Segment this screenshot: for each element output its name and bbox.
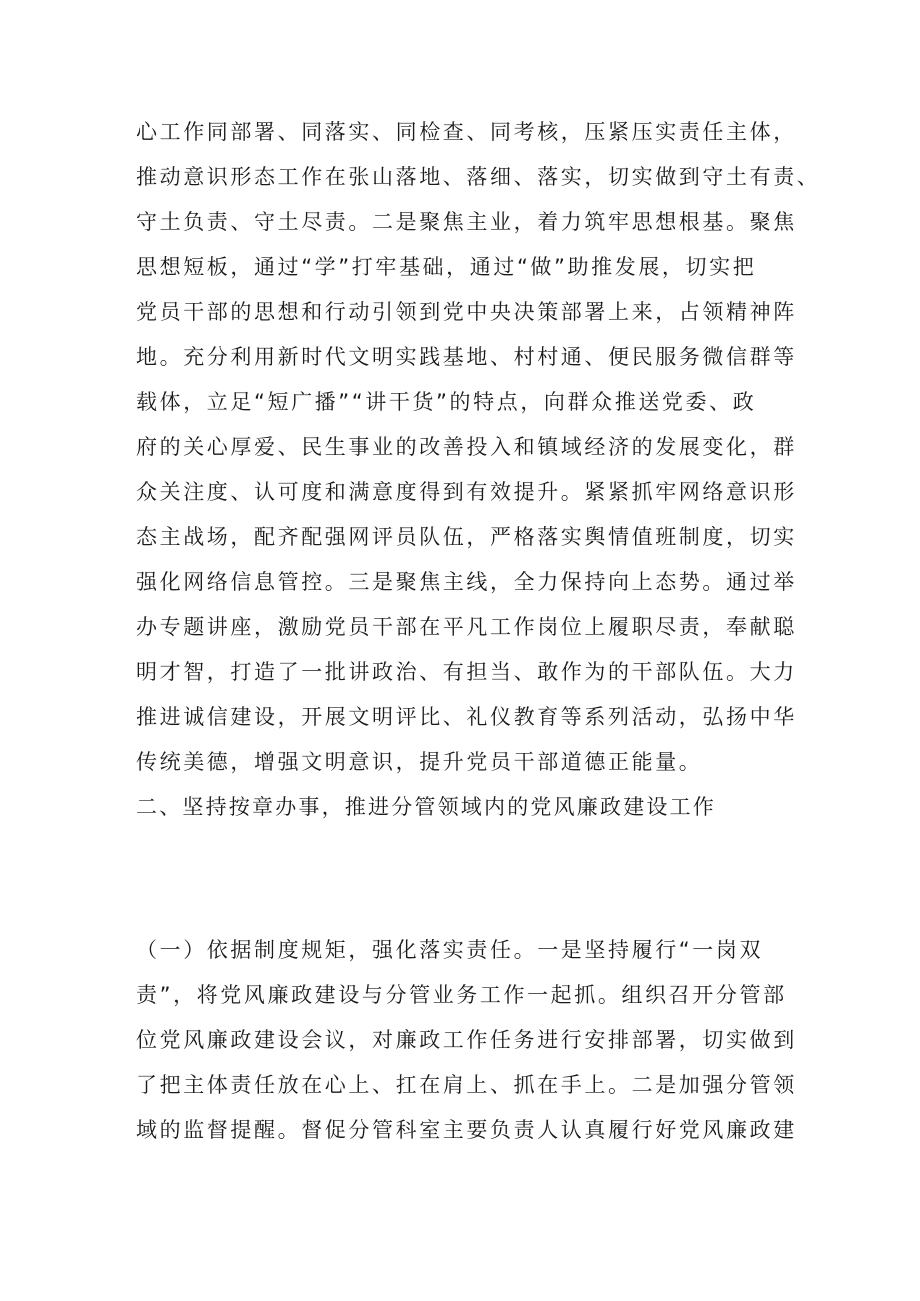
body-line-18: 位党风廉政建设会议，对廉政工作任务进行安排部署，切实做到 — [136, 1028, 797, 1052]
body-line-3: 守土负责、守土尽责。二是聚焦主业，着力筑牢思想根基。聚焦 — [136, 210, 797, 234]
body-line-11: 强化网络信息管控。三是聚焦主线，全力保持向上态势。通过举 — [136, 570, 797, 594]
body-line-9: 众关注度、认可度和满意度得到有效提升。紧紧抓牢网络意识形 — [136, 480, 797, 504]
body-line-7: 载体，立足“短广播”“讲干货”的特点，向群众推送党委、政 — [136, 390, 757, 414]
body-line-14: 推进诚信建设，开展文明评比、礼仪教育等系列活动，弘扬中华 — [136, 705, 797, 729]
body-line-2: 推动意识形态工作在张山落地、落细、落实，切实做到守土有责、 — [136, 165, 821, 189]
body-line-5: 党员干部的思想和行动引领到党中央决策部署上来，占领精神阵 — [136, 300, 797, 324]
body-line-19: 了把主体责任放在心上、扛在肩上、抓在手上。二是加强分管领 — [136, 1073, 797, 1097]
body-line-12: 办专题讲座，激励党员干部在平凡工作岗位上履职尽责，奉献聪 — [136, 615, 797, 639]
body-line-15: 传统美德，增强文明意识，提升党员干部道德正能量。 — [136, 750, 703, 774]
body-line-6: 地。充分利用新时代文明实践基地、村村通、便民服务微信群等 — [136, 345, 797, 369]
body-line-8: 府的关心厚爱、民生事业的改善投入和镇域经济的发展变化，群 — [136, 435, 797, 459]
body-line-1: 心工作同部署、同落实、同检查、同考核，压紧压实责任主体， — [136, 120, 797, 144]
body-line-10: 态主战场，配齐配强网评员队伍，严格落实舆情值班制度，切实 — [136, 525, 797, 549]
section-heading: 二、坚持按章办事，推进分管领域内的党风廉政建设工作 — [136, 795, 716, 819]
body-line-4: 思想短板，通过“学”打牢基础，通过“做”助推发展，切实把 — [136, 255, 757, 279]
body-line-16: （一）依据制度规矩，强化落实责任。一是坚持履行“一岗双 — [136, 938, 764, 962]
body-line-20: 域的监督提醒。督促分管科室主要负责人认真履行好党风廉政建 — [136, 1118, 797, 1142]
body-line-13: 明才智，打造了一批讲政治、有担当、敢作为的干部队伍。大力 — [136, 660, 797, 684]
body-line-17: 责”，将党风廉政建设与分管业务工作一起抓。组织召开分管部 — [136, 983, 787, 1007]
